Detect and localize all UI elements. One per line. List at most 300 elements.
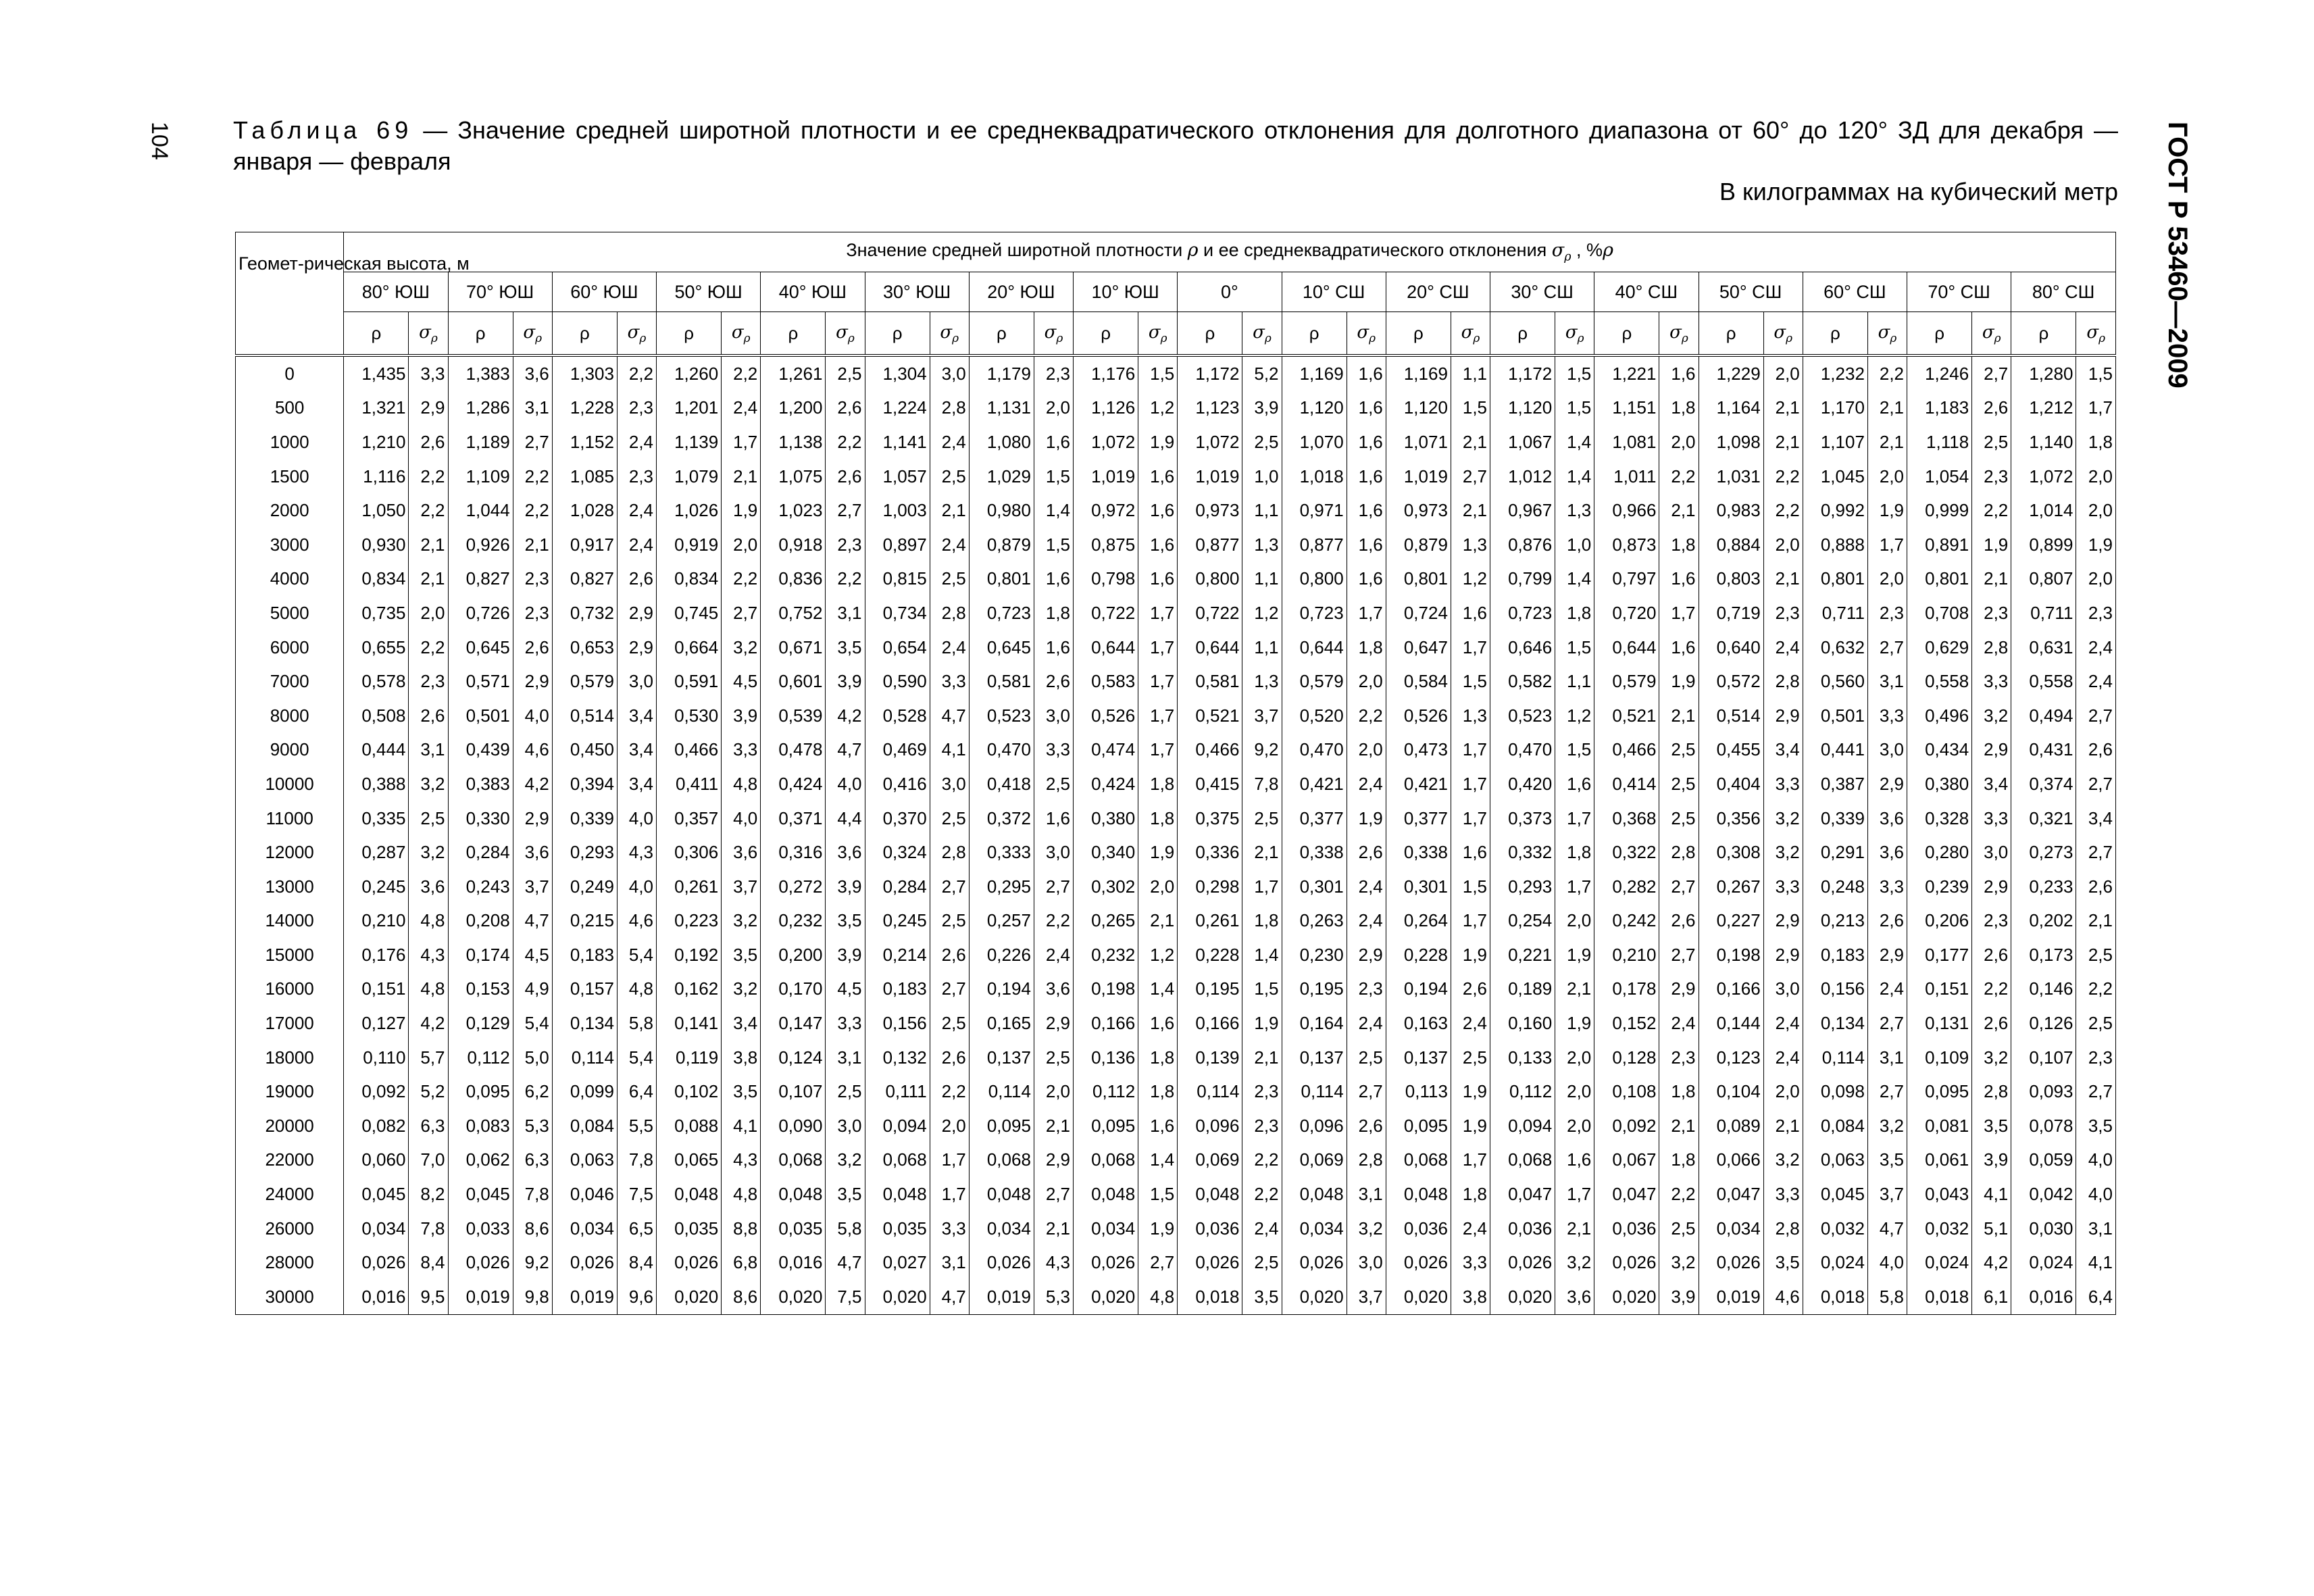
density-cell: 0,708 [1907, 596, 1972, 630]
altitude-cell: 2000 [236, 493, 344, 528]
deviation-cell: 2,0 [1138, 870, 1178, 904]
deviation-cell: 2,8 [1972, 630, 2011, 665]
deviation-cell: 2,4 [1763, 1041, 1803, 1075]
deviation-cell: 3,1 [1867, 1041, 1907, 1075]
deviation-cell: 1,9 [1138, 425, 1178, 459]
density-cell: 1,014 [2011, 493, 2076, 528]
density-cell: 0,282 [1594, 870, 1659, 904]
deviation-cell: 7,8 [617, 1143, 656, 1178]
density-cell: 0,450 [552, 733, 617, 768]
density-cell: 0,434 [1907, 733, 1972, 768]
deviation-cell: 2,0 [1763, 528, 1803, 562]
density-cell: 0,137 [969, 1041, 1034, 1075]
deviation-cell: 7,8 [1242, 767, 1282, 801]
density-cell: 0,800 [1282, 562, 1347, 597]
rho-symbol: ρ [1490, 312, 1555, 356]
density-cell: 0,284 [448, 835, 513, 870]
latitude-header: 20° СШ [1386, 272, 1490, 312]
deviation-cell: 3,6 [513, 355, 552, 391]
density-cell: 0,523 [1490, 699, 1555, 733]
deviation-cell: 1,7 [1451, 801, 1490, 836]
deviation-cell: 2,9 [1972, 733, 2011, 768]
deviation-cell: 2,1 [930, 493, 969, 528]
deviation-cell: 2,1 [1763, 562, 1803, 597]
density-cell: 0,308 [1699, 835, 1763, 870]
density-cell: 1,072 [1074, 425, 1138, 459]
density-cell: 0,800 [1178, 562, 1242, 597]
deviation-cell: 2,2 [1972, 972, 2011, 1007]
density-cell: 0,036 [1594, 1212, 1659, 1246]
deviation-cell: 2,2 [1659, 1177, 1699, 1212]
density-cell: 0,034 [552, 1212, 617, 1246]
density-cell: 0,245 [344, 870, 409, 904]
deviation-cell: 3,2 [1659, 1245, 1699, 1280]
density-cell: 0,339 [1803, 801, 1867, 836]
deviation-cell: 3,2 [722, 972, 761, 1007]
deviation-cell: 2,7 [1867, 1006, 1907, 1041]
density-cell: 1,067 [1490, 425, 1555, 459]
density-cell: 0,082 [344, 1109, 409, 1143]
deviation-cell: 5,5 [617, 1109, 656, 1143]
deviation-cell: 1,6 [1034, 801, 1073, 836]
deviation-cell: 2,4 [930, 630, 969, 665]
deviation-cell: 2,3 [1034, 355, 1073, 391]
deviation-cell: 3,8 [1451, 1280, 1490, 1314]
density-cell: 0,383 [448, 767, 513, 801]
density-cell: 0,356 [1699, 801, 1763, 836]
deviation-cell: 2,6 [826, 391, 865, 426]
density-cell: 0,202 [2011, 904, 2076, 939]
density-cell: 0,026 [552, 1245, 617, 1280]
density-cell: 0,591 [657, 664, 722, 699]
deviation-cell: 3,6 [1867, 801, 1907, 836]
deviation-cell: 1,7 [1138, 630, 1178, 665]
density-cell: 0,020 [1282, 1280, 1347, 1314]
table-row [236, 733, 2116, 768]
density-cell: 0,370 [865, 801, 930, 836]
deviation-cell: 2,0 [1347, 733, 1386, 768]
deviation-cell: 6,8 [722, 1245, 761, 1280]
deviation-cell: 2,9 [1763, 699, 1803, 733]
deviation-cell: 2,4 [1867, 972, 1907, 1007]
density-cell: 1,019 [1386, 459, 1451, 494]
deviation-cell: 1,9 [1451, 1109, 1490, 1143]
deviation-cell: 2,5 [1451, 1041, 1490, 1075]
density-cell: 0,803 [1699, 562, 1763, 597]
standard-designation: ГОСТ Р 53460—2009 [2163, 122, 2192, 389]
density-cell: 0,114 [969, 1074, 1034, 1109]
deviation-cell: 5,3 [513, 1109, 552, 1143]
deviation-cell: 2,2 [1034, 904, 1073, 939]
deviation-cell: 3,0 [930, 767, 969, 801]
deviation-cell: 7,8 [409, 1212, 448, 1246]
deviation-cell: 2,6 [2076, 733, 2116, 768]
deviation-cell: 3,7 [513, 870, 552, 904]
altitude-cell: 7000 [236, 664, 344, 699]
density-cell: 1,304 [865, 355, 930, 391]
density-cell: 0,160 [1490, 1006, 1555, 1041]
deviation-cell: 5,2 [1242, 355, 1282, 391]
deviation-cell: 1,8 [1138, 1074, 1178, 1109]
deviation-cell: 3,5 [722, 938, 761, 972]
page-number: 104 [147, 122, 172, 160]
density-cell: 0,151 [344, 972, 409, 1007]
density-cell: 0,501 [448, 699, 513, 733]
density-cell: 0,474 [1074, 733, 1138, 768]
density-table [235, 232, 2116, 1315]
deviation-cell: 1,7 [2076, 391, 2116, 426]
density-cell: 0,139 [1178, 1041, 1242, 1075]
density-cell: 1,280 [2011, 355, 2076, 391]
deviation-cell: 2,1 [1659, 699, 1699, 733]
density-cell: 0,198 [1699, 938, 1763, 972]
sigma-symbol: $\sigma_\rho$ [1034, 312, 1073, 356]
density-cell: 0,478 [761, 733, 826, 768]
density-cell: 0,287 [344, 835, 409, 870]
deviation-cell: 4,0 [1867, 1245, 1907, 1280]
density-cell: 0,128 [1594, 1041, 1659, 1075]
deviation-cell: 3,5 [1242, 1280, 1282, 1314]
density-cell: 0,095 [1074, 1109, 1138, 1143]
density-cell: 0,371 [761, 801, 826, 836]
deviation-cell: 1,5 [1451, 870, 1490, 904]
deviation-cell: 2,2 [513, 493, 552, 528]
density-cell: 0,983 [1699, 493, 1763, 528]
density-cell: 0,178 [1594, 972, 1659, 1007]
density-cell: 0,016 [344, 1280, 409, 1314]
deviation-cell: 3,2 [1972, 699, 2011, 733]
deviation-cell: 2,1 [1451, 493, 1490, 528]
density-cell: 0,061 [1907, 1143, 1972, 1178]
density-cell: 0,016 [2011, 1280, 2076, 1314]
deviation-cell: 3,6 [1867, 835, 1907, 870]
deviation-cell: 2,4 [617, 493, 656, 528]
density-cell: 0,377 [1282, 801, 1347, 836]
deviation-cell: 4,3 [1034, 1245, 1073, 1280]
deviation-cell: 2,8 [930, 596, 969, 630]
deviation-cell: 2,1 [1555, 972, 1594, 1007]
density-cell: 0,020 [761, 1280, 826, 1314]
density-cell: 0,306 [657, 835, 722, 870]
density-cell: 1,028 [552, 493, 617, 528]
density-cell: 0,192 [657, 938, 722, 972]
deviation-cell: 3,9 [826, 870, 865, 904]
density-cell: 0,723 [1490, 596, 1555, 630]
deviation-cell: 4,2 [1972, 1245, 2011, 1280]
deviation-cell: 5,8 [826, 1212, 865, 1246]
deviation-cell: 2,2 [722, 355, 761, 391]
sigma-symbol: $\sigma_\rho$ [1555, 312, 1594, 356]
deviation-cell: 4,7 [513, 904, 552, 939]
density-cell: 0,664 [657, 630, 722, 665]
altitude-cell: 12000 [236, 835, 344, 870]
deviation-cell: 6,4 [2076, 1280, 2116, 1314]
deviation-cell: 6,2 [513, 1074, 552, 1109]
density-cell: 0,210 [344, 904, 409, 939]
deviation-cell: 4,2 [826, 699, 865, 733]
deviation-cell: 4,0 [513, 699, 552, 733]
main-header: Значение средней широтной плотности ρ и ее среднеквадратического отклонения $\sigma_\rho$ , %ρ [344, 232, 2116, 272]
deviation-cell: 3,1 [826, 596, 865, 630]
deviation-cell: 2,9 [1034, 1143, 1073, 1178]
deviation-cell: 1,9 [1555, 938, 1594, 972]
density-cell: 0,018 [1178, 1280, 1242, 1314]
density-cell: 0,020 [1594, 1280, 1659, 1314]
deviation-cell: 4,0 [2076, 1143, 2116, 1178]
deviation-cell: 2,2 [409, 493, 448, 528]
deviation-cell: 1,8 [1242, 904, 1282, 939]
density-cell: 0,092 [344, 1074, 409, 1109]
deviation-cell: 1,8 [1138, 1041, 1178, 1075]
deviation-cell: 1,4 [1242, 938, 1282, 972]
density-cell: 0,048 [1178, 1177, 1242, 1212]
deviation-cell: 1,0 [1242, 459, 1282, 494]
density-cell: 0,124 [761, 1041, 826, 1075]
density-cell: 0,048 [1074, 1177, 1138, 1212]
density-cell: 0,815 [865, 562, 930, 597]
deviation-cell: 3,1 [513, 391, 552, 426]
density-cell: 0,018 [1907, 1280, 1972, 1314]
deviation-cell: 2,1 [1867, 425, 1907, 459]
deviation-cell: 3,4 [722, 1006, 761, 1041]
deviation-cell: 4,2 [409, 1006, 448, 1041]
deviation-cell: 1,8 [1555, 596, 1594, 630]
deviation-cell: 3,6 [1555, 1280, 1594, 1314]
density-cell: 0,645 [448, 630, 513, 665]
density-cell: 0,884 [1699, 528, 1763, 562]
density-cell: 0,583 [1074, 664, 1138, 699]
density-cell: 0,068 [969, 1143, 1034, 1178]
deviation-cell: 2,3 [617, 459, 656, 494]
density-cell: 0,183 [865, 972, 930, 1007]
density-cell: 0,572 [1699, 664, 1763, 699]
deviation-cell: 1,6 [1138, 459, 1178, 494]
altitude-cell: 5000 [236, 596, 344, 630]
deviation-cell: 2,5 [1659, 801, 1699, 836]
deviation-cell: 1,5 [1242, 972, 1282, 1007]
table-row [236, 972, 2116, 1007]
deviation-cell: 2,6 [409, 425, 448, 459]
density-cell: 0,245 [865, 904, 930, 939]
density-cell: 0,999 [1907, 493, 1972, 528]
density-cell: 0,133 [1490, 1041, 1555, 1075]
density-cell: 1,210 [344, 425, 409, 459]
deviation-cell: 3,0 [1347, 1245, 1386, 1280]
rho-symbol: ρ [1074, 312, 1138, 356]
density-cell: 0,026 [1594, 1245, 1659, 1280]
density-cell: 0,232 [761, 904, 826, 939]
density-cell: 1,383 [448, 355, 513, 391]
density-cell: 0,094 [1490, 1109, 1555, 1143]
density-cell: 0,048 [761, 1177, 826, 1212]
density-cell: 0,069 [1178, 1143, 1242, 1178]
deviation-cell: 2,7 [2076, 835, 2116, 870]
deviation-cell: 4,7 [826, 1245, 865, 1280]
deviation-cell: 2,7 [1659, 938, 1699, 972]
deviation-cell: 2,8 [1763, 664, 1803, 699]
deviation-cell: 2,4 [722, 391, 761, 426]
density-cell: 1,286 [448, 391, 513, 426]
deviation-cell: 5,4 [617, 938, 656, 972]
deviation-cell: 3,3 [1972, 664, 2011, 699]
density-cell: 0,114 [1178, 1074, 1242, 1109]
density-cell: 0,876 [1490, 528, 1555, 562]
deviation-cell: 1,6 [1659, 355, 1699, 391]
deviation-cell: 2,3 [1763, 596, 1803, 630]
deviation-cell: 2,9 [1763, 938, 1803, 972]
density-cell: 0,045 [1803, 1177, 1867, 1212]
deviation-cell: 2,7 [1034, 870, 1073, 904]
density-cell: 0,980 [969, 493, 1034, 528]
altitude-cell: 19000 [236, 1074, 344, 1109]
density-cell: 0,263 [1282, 904, 1347, 939]
density-cell: 1,172 [1178, 355, 1242, 391]
deviation-cell: 2,0 [722, 528, 761, 562]
density-cell: 0,424 [761, 767, 826, 801]
density-cell: 1,176 [1074, 355, 1138, 391]
density-cell: 0,711 [1803, 596, 1867, 630]
altitude-cell: 1000 [236, 425, 344, 459]
deviation-cell: 4,7 [1867, 1212, 1907, 1246]
deviation-cell: 2,1 [1138, 904, 1178, 939]
table-row [236, 1041, 2116, 1075]
density-cell: 0,834 [657, 562, 722, 597]
deviation-cell: 1,8 [1659, 528, 1699, 562]
deviation-cell: 1,9 [1972, 528, 2011, 562]
density-cell: 1,435 [344, 355, 409, 391]
density-cell: 0,801 [969, 562, 1034, 597]
deviation-cell: 3,3 [1867, 699, 1907, 733]
density-cell: 0,321 [2011, 801, 2076, 836]
deviation-cell: 2,1 [1242, 1041, 1282, 1075]
deviation-cell: 2,4 [1659, 1006, 1699, 1041]
density-cell: 0,415 [1178, 767, 1242, 801]
density-cell: 0,213 [1803, 904, 1867, 939]
deviation-cell: 1,4 [1034, 493, 1073, 528]
deviation-cell: 3,5 [826, 904, 865, 939]
deviation-cell: 3,0 [1972, 835, 2011, 870]
density-cell: 0,404 [1699, 767, 1763, 801]
sigma-symbol: $\sigma_\rho$ [513, 312, 552, 356]
latitude-header: 20° ЮШ [969, 272, 1073, 312]
density-cell: 0,581 [1178, 664, 1242, 699]
altitude-cell: 500 [236, 391, 344, 426]
density-cell: 0,295 [969, 870, 1034, 904]
density-cell: 0,137 [1386, 1041, 1451, 1075]
density-cell: 0,917 [552, 528, 617, 562]
density-cell: 0,144 [1699, 1006, 1763, 1041]
deviation-cell: 3,6 [409, 870, 448, 904]
deviation-cell: 8,6 [722, 1280, 761, 1314]
deviation-cell: 3,5 [1972, 1109, 2011, 1143]
density-cell: 0,032 [1907, 1212, 1972, 1246]
deviation-cell: 7,0 [409, 1143, 448, 1178]
deviation-cell: 1,7 [1138, 733, 1178, 768]
deviation-cell: 1,0 [1555, 528, 1594, 562]
deviation-cell: 2,8 [1347, 1143, 1386, 1178]
density-cell: 0,324 [865, 835, 930, 870]
deviation-cell: 2,6 [826, 459, 865, 494]
sigma-symbol: $\sigma_\rho$ [2076, 312, 2116, 356]
density-cell: 1,072 [1178, 425, 1242, 459]
rho-symbol: ρ [2011, 312, 2076, 356]
deviation-cell: 2,7 [1347, 1074, 1386, 1109]
deviation-cell: 3,2 [1347, 1212, 1386, 1246]
deviation-cell: 2,2 [409, 630, 448, 665]
density-cell: 0,972 [1074, 493, 1138, 528]
table-row [236, 425, 2116, 459]
density-cell: 0,528 [865, 699, 930, 733]
rho-symbol: ρ [344, 312, 409, 356]
density-cell: 0,089 [1699, 1109, 1763, 1143]
density-cell: 0,068 [1074, 1143, 1138, 1178]
density-cell: 0,339 [552, 801, 617, 836]
density-cell: 0,579 [1282, 664, 1347, 699]
density-cell: 0,328 [1907, 801, 1972, 836]
units-note: В килограммах на кубический метр [1719, 178, 2118, 205]
deviation-cell: 4,3 [409, 938, 448, 972]
deviation-cell: 3,2 [1763, 1143, 1803, 1178]
deviation-cell: 1,6 [1347, 528, 1386, 562]
deviation-cell: 3,2 [1972, 1041, 2011, 1075]
deviation-cell: 2,7 [1034, 1177, 1073, 1212]
deviation-cell: 3,2 [722, 630, 761, 665]
deviation-cell: 1,6 [1138, 493, 1178, 528]
deviation-cell: 2,4 [930, 528, 969, 562]
density-cell: 0,261 [1178, 904, 1242, 939]
deviation-cell: 1,8 [2076, 425, 2116, 459]
density-cell: 0,280 [1907, 835, 1972, 870]
density-cell: 0,631 [2011, 630, 2076, 665]
density-cell: 0,208 [448, 904, 513, 939]
deviation-cell: 2,9 [1034, 1006, 1073, 1041]
density-cell: 0,899 [2011, 528, 2076, 562]
density-cell: 0,394 [552, 767, 617, 801]
deviation-cell: 3,6 [826, 835, 865, 870]
density-cell: 0,424 [1074, 767, 1138, 801]
deviation-cell: 1,4 [1138, 972, 1178, 1007]
density-cell: 0,153 [448, 972, 513, 1007]
density-cell: 1,179 [969, 355, 1034, 391]
rho-symbol: ρ [552, 312, 617, 356]
density-cell: 0,333 [969, 835, 1034, 870]
deviation-cell: 2,1 [1763, 391, 1803, 426]
deviation-cell: 1,4 [1555, 459, 1594, 494]
deviation-cell: 3,5 [1867, 1143, 1907, 1178]
density-cell: 0,380 [1074, 801, 1138, 836]
deviation-cell: 2,1 [1972, 562, 2011, 597]
density-cell: 0,042 [2011, 1177, 2076, 1212]
deviation-cell: 2,6 [617, 562, 656, 597]
deviation-cell: 3,3 [930, 1212, 969, 1246]
deviation-cell: 1,7 [1451, 767, 1490, 801]
density-cell: 0,873 [1594, 528, 1659, 562]
deviation-cell: 2,3 [2076, 1041, 2116, 1075]
density-cell: 0,060 [344, 1143, 409, 1178]
density-cell: 0,183 [1803, 938, 1867, 972]
density-cell: 0,322 [1594, 835, 1659, 870]
deviation-cell: 2,5 [1242, 425, 1282, 459]
density-cell: 1,260 [657, 355, 722, 391]
latitude-header: 70° СШ [1907, 272, 2011, 312]
deviation-cell: 2,9 [1763, 904, 1803, 939]
table-row [236, 664, 2116, 699]
density-cell: 0,020 [1490, 1280, 1555, 1314]
density-cell: 0,063 [552, 1143, 617, 1178]
deviation-cell: 2,4 [1347, 767, 1386, 801]
deviation-cell: 1,7 [1555, 1177, 1594, 1212]
deviation-cell: 4,0 [617, 801, 656, 836]
